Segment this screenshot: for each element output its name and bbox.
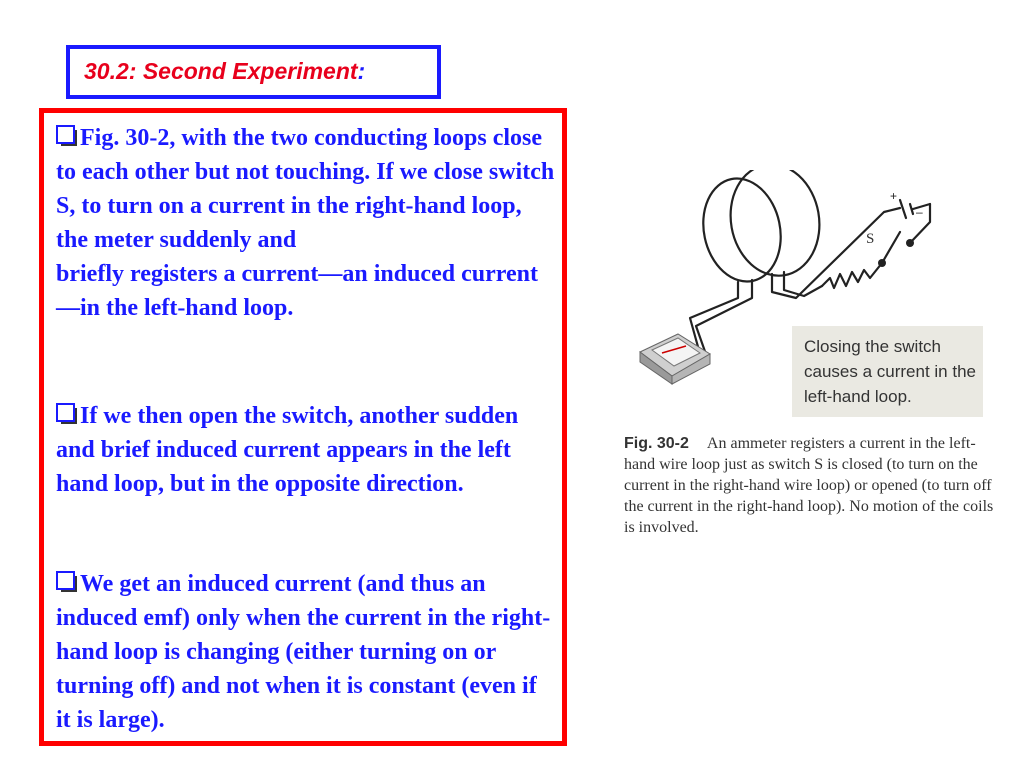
figure-caption — [624, 433, 1004, 538]
checkbox-bullet-icon — [56, 123, 80, 145]
switch-label: S — [866, 231, 875, 247]
battery-minus-sign: – — [916, 205, 923, 219]
battery-plus-sign: + — [890, 189, 898, 203]
right-wire-loop — [722, 170, 828, 283]
text-frame — [39, 108, 567, 746]
paragraph-2: If we then open the switch, another sudden and brief induced current appears in the left hand loop, but in the opposite direction. — [56, 403, 519, 497]
figure-number: Fig. 30-2 — [624, 435, 689, 452]
checkbox-bullet-icon — [56, 401, 80, 423]
callout-text: Closing the switch causes a current in the left-hand loop. — [804, 337, 976, 406]
paragraph-1: Fig. 30-2, with the two conducting loops close to each other but not touching. If we close switch S, to turn on a current in the right-hand loop, the meter suddenly and briefly registers a current—an induced current—in the left-hand loop. — [56, 125, 555, 321]
resistor — [822, 263, 882, 288]
figure-caption-text: An ammeter registers a current in the left-hand wire loop just as switch S is closed (to turn on the current in the right-hand wire loop) or opened (to turn off the current in the right-hand loop). No motion of the coils is involved. — [624, 435, 994, 536]
title-box — [66, 45, 441, 99]
switch-lever — [882, 232, 900, 263]
checkbox-bullet-icon — [56, 569, 80, 591]
ammeter-icon — [640, 334, 710, 384]
slide-title: 30.2: Second Experiment: — [84, 58, 366, 84]
callout-box — [792, 326, 983, 417]
battery-plate-long — [900, 200, 906, 218]
paragraph-3: We get an induced current (and thus an induced emf) only when the current in the right-hand loop is changing (either turning on or turning off) and not when it is constant (even if it is large). — [56, 571, 551, 733]
left-wire-loop — [694, 171, 790, 289]
